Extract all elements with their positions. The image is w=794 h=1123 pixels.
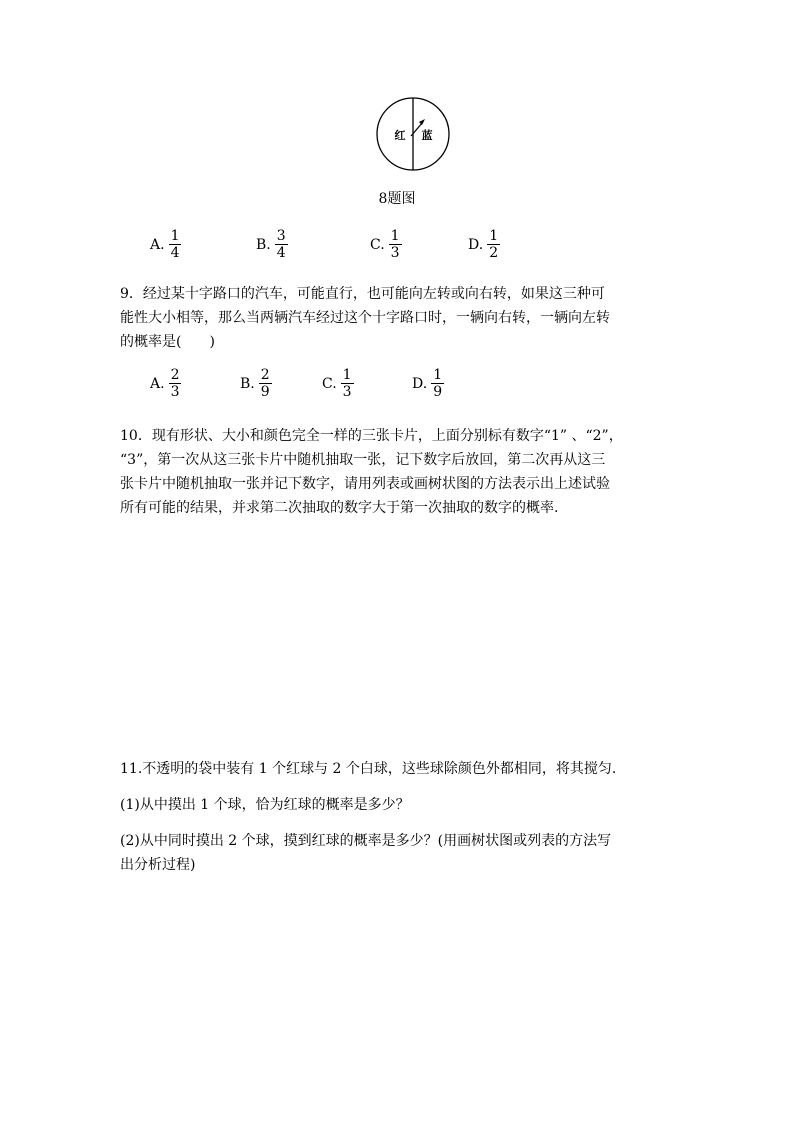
fraction-denominator: 2 [489, 245, 499, 261]
option-fraction [169, 367, 182, 400]
figure-caption: 8题图 [378, 191, 416, 207]
q9-line-3: 的概率是( ) [120, 334, 215, 350]
fraction-numerator: 1 [433, 367, 443, 383]
option-label: B. [256, 236, 271, 253]
q8-option-c[interactable] [370, 228, 402, 261]
fraction-denominator: 9 [433, 384, 443, 400]
q10-line-4: 所有可能的结果，并求第二次抽取的数字大于第一次抽取的数字的概率. [120, 500, 559, 516]
q8-option-d[interactable] [468, 228, 500, 261]
fraction-numerator: 1 [342, 367, 352, 383]
fraction-numerator: 1 [489, 228, 499, 244]
fraction-denominator: 4 [276, 245, 286, 261]
spinner-left-label: 红 [394, 129, 406, 142]
option-label: D. [468, 236, 484, 253]
q9-option-c[interactable] [322, 367, 354, 400]
q10-line-3: 张卡片中随机抽取一张并记下数字，请用列表或画树状图的方法表示出上述试验 [120, 476, 610, 492]
fraction-denominator: 3 [170, 384, 180, 400]
option-label: C. [322, 375, 337, 392]
fraction-denominator: 3 [390, 245, 400, 261]
fraction-numerator: 3 [276, 228, 286, 244]
question-9 [120, 282, 680, 354]
q11-part-1: (1)从中摸出 1 个球，恰为红球的概率是多少？ [120, 797, 410, 813]
q9-line-1: 9．经过某十字路口的汽车，可能直行，也可能向左转或向右转，如果这三种可 [120, 286, 605, 302]
q10-line-1: 10．现有形状、大小和颜色完全一样的三张卡片，上面分别标有数字“1” 、“2”， [120, 428, 623, 444]
q9-option-d[interactable] [412, 367, 444, 400]
option-fraction [341, 367, 354, 400]
q11-part-2-line-1: (2)从中同时摸出 2 个球，摸到红球的概率是多少？(用画树状图或列表的方法写 [120, 833, 612, 849]
option-label: A. [150, 236, 165, 253]
fraction-numerator: 2 [170, 367, 180, 383]
fraction-denominator: 3 [342, 384, 352, 400]
q9-option-a[interactable] [150, 367, 181, 400]
option-label: A. [150, 375, 165, 392]
q10-line-2: “3”，第一次从这三张卡片中随机抽取一张，记下数字后放回，第二次再从这三 [120, 452, 606, 468]
spinner-arrowhead [419, 119, 425, 125]
question-10 [120, 424, 680, 520]
spinner-figure [375, 96, 451, 172]
option-label: D. [412, 375, 428, 392]
option-fraction [431, 367, 444, 400]
q9-option-b[interactable] [240, 367, 272, 400]
option-fraction [259, 367, 272, 400]
fraction-denominator: 4 [170, 245, 180, 261]
option-fraction [275, 228, 288, 261]
fraction-numerator: 2 [260, 367, 270, 383]
option-fraction [389, 228, 402, 261]
fraction-numerator: 1 [170, 228, 180, 244]
q8-option-b[interactable] [256, 228, 288, 261]
q9-line-2: 能性大小相等，那么当两辆汽车经过这个十字路口时，一辆向右转，一辆向左转 [120, 310, 610, 326]
question-11-part-2 [120, 829, 680, 877]
q8-option-a[interactable] [150, 228, 181, 261]
q11-intro: 11.不透明的袋中装有 1 个红球与 2 个白球，这些球除颜色外都相同，将其搅匀. [120, 761, 617, 777]
option-label: B. [240, 375, 255, 392]
q11-part-2-line-2: 出分析过程) [120, 857, 196, 873]
fraction-denominator: 9 [260, 384, 270, 400]
option-label: C. [370, 236, 385, 253]
fraction-numerator: 1 [390, 228, 400, 244]
option-fraction [169, 228, 182, 261]
option-fraction [487, 228, 500, 261]
spinner-right-label: 蓝 [421, 129, 433, 142]
